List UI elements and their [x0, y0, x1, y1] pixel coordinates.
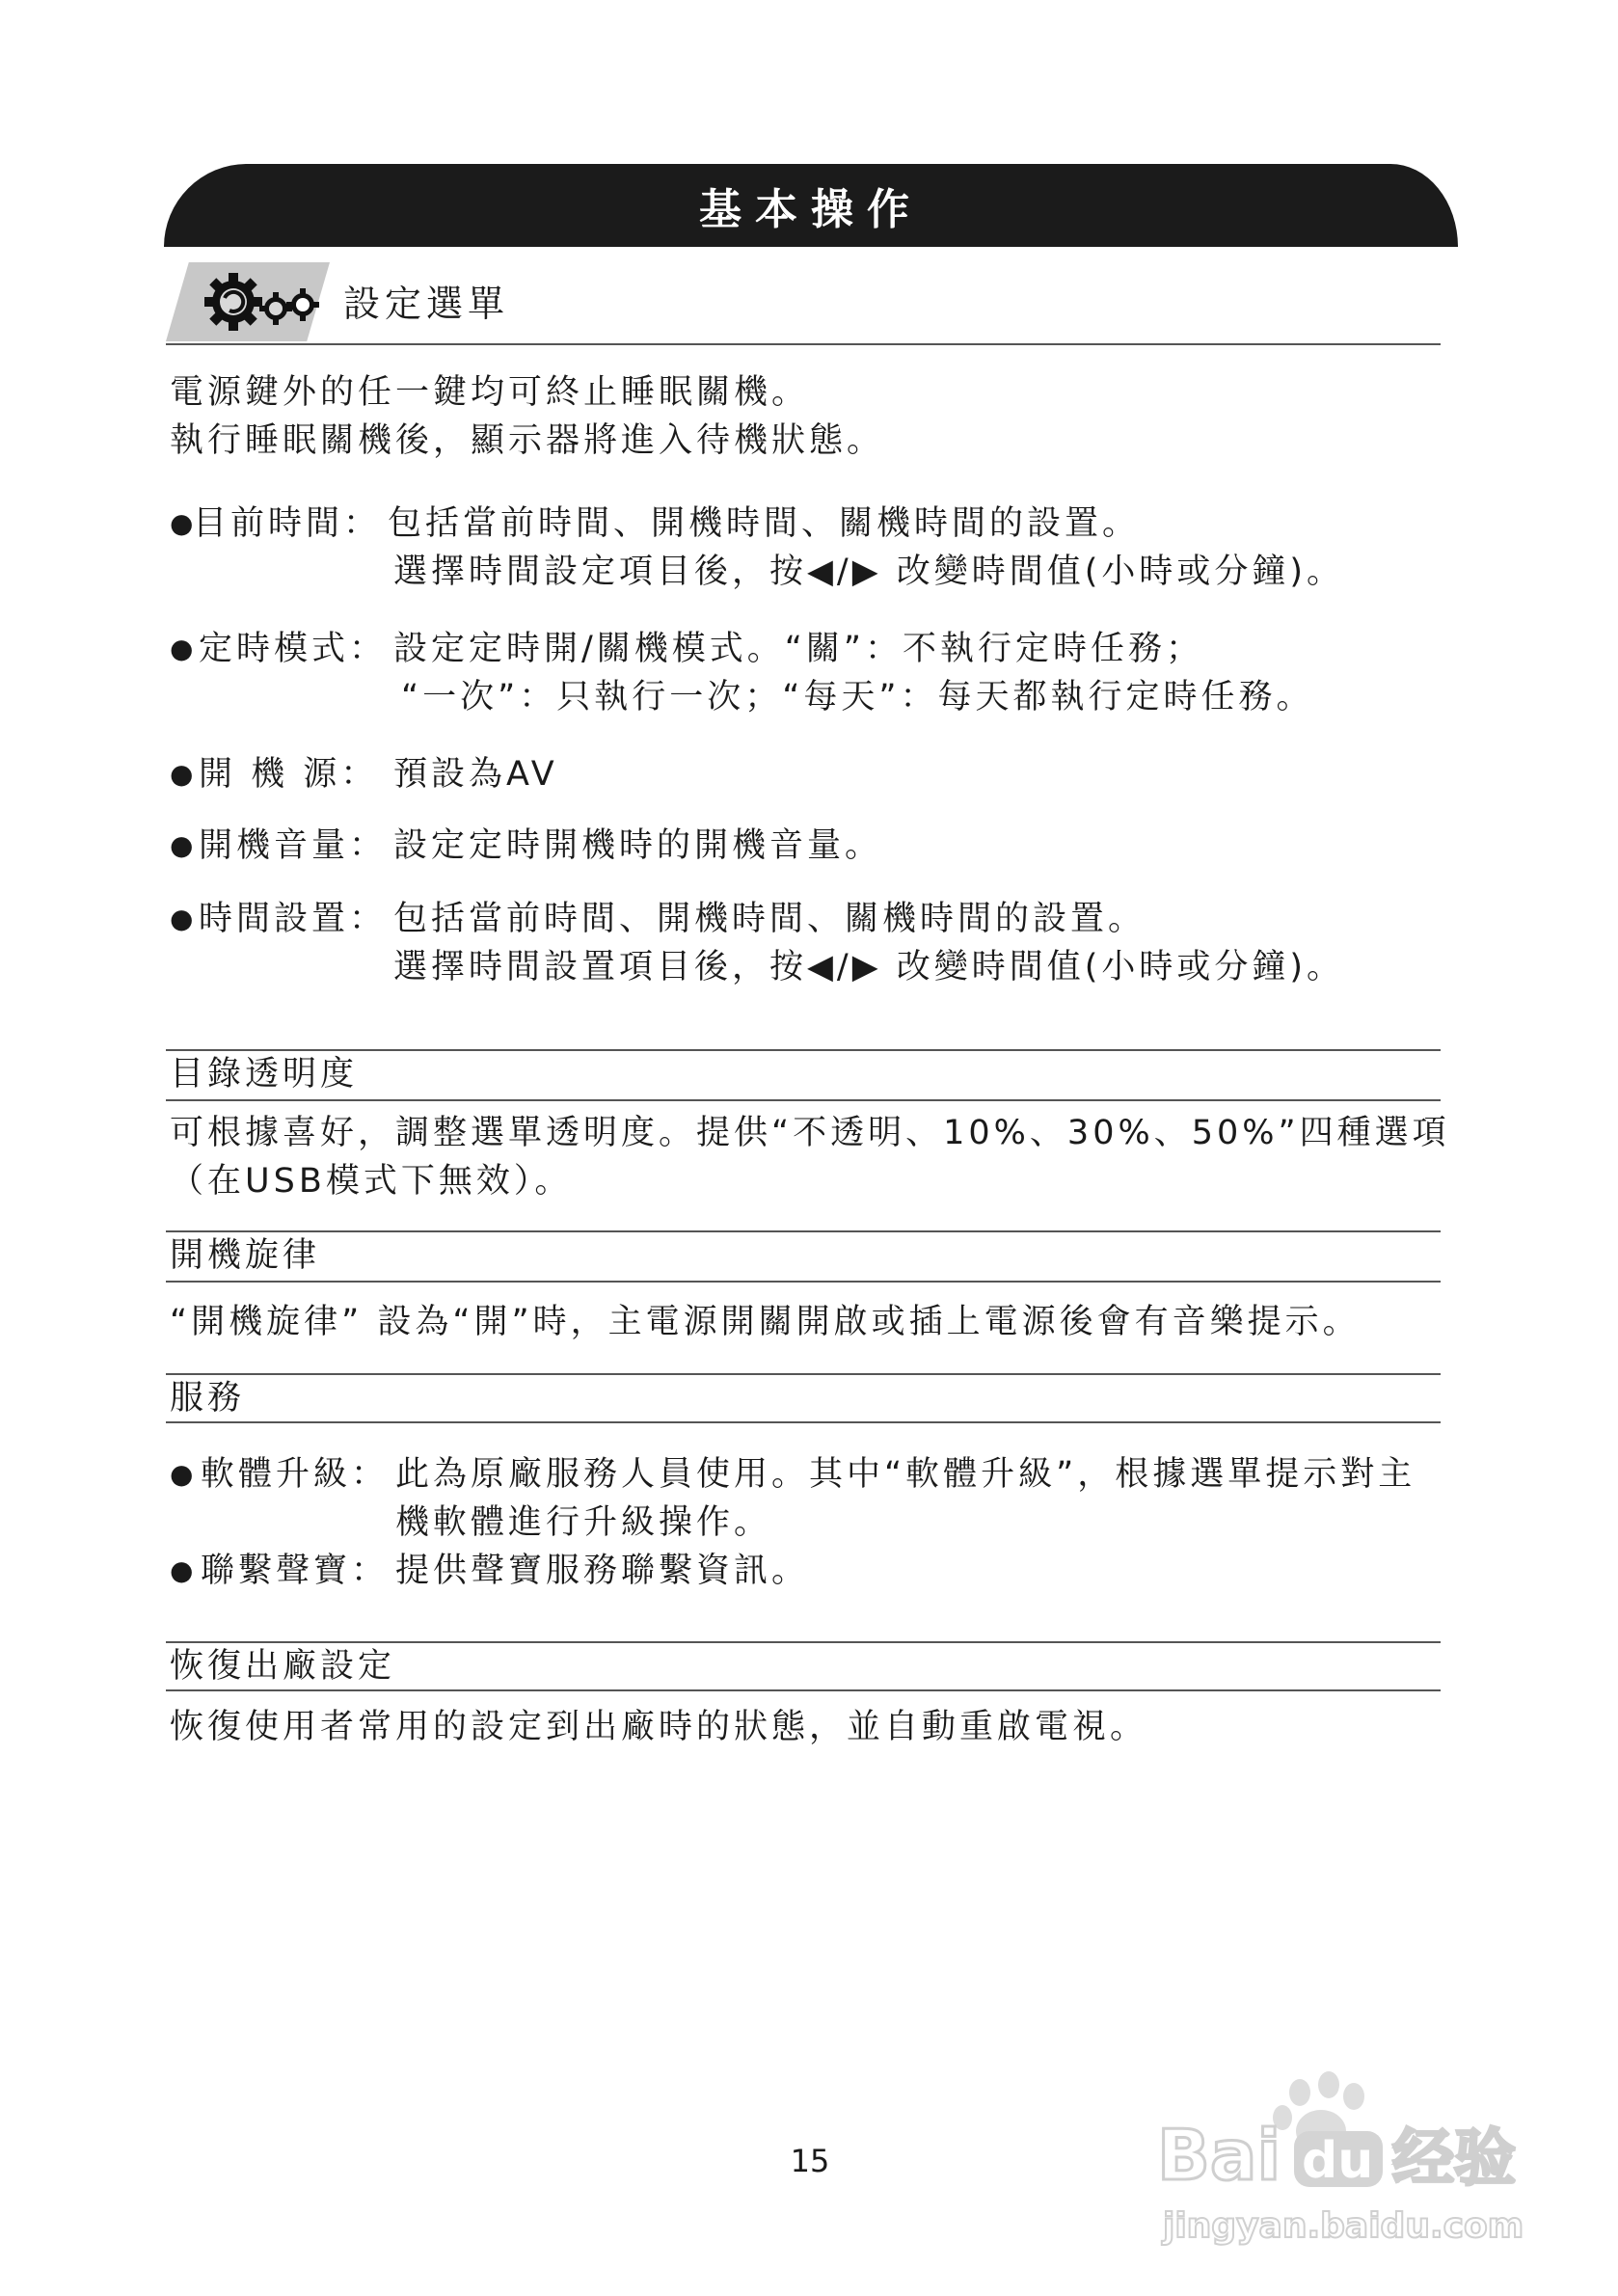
svg-text:经验: 经验	[1392, 2123, 1516, 2195]
svg-text:du: du	[1302, 2132, 1374, 2190]
transparency-line-1: 可根據喜好，調整選單透明度。提供“不透明、10%、30%、50%”四種選項	[170, 1114, 1450, 1152]
item-label-timer-mode: 定時模式：	[199, 630, 388, 668]
divider	[166, 1281, 1441, 1283]
heading-factory-reset: 恢復出廠設定	[170, 1647, 396, 1686]
item-text: 提供聲寶服務聯繫資訊。	[395, 1552, 810, 1590]
transparency-line-2: （在USB模式下無效）。	[170, 1162, 573, 1201]
heading-service: 服務	[170, 1379, 246, 1418]
chapter-banner	[164, 164, 1458, 247]
page-number: 15	[790, 2143, 830, 2179]
section-title: 設定選單	[343, 283, 510, 325]
item-label-current-time: 目前時間：	[193, 504, 382, 543]
intro-line-1: 電源鍵外的任一鍵均可終止睡眠關機。	[170, 373, 810, 412]
item-text: 設定定時開/關機模式。“關”：不執行定時任務；	[393, 630, 1204, 668]
bullet-icon: ●	[170, 633, 194, 664]
item-text: 包括當前時間、開機時間、關機時間的設置。	[388, 504, 1141, 543]
heading-transparency: 目錄透明度	[170, 1055, 359, 1094]
item-label-software-upgrade: 軟體升級：	[201, 1455, 390, 1494]
chapter-title: 基本操作	[699, 185, 923, 234]
item-label-contact: 聯繫聲寶：	[201, 1552, 390, 1590]
divider	[166, 1099, 1441, 1101]
item-label-power-source: 開 機 源：	[199, 755, 379, 794]
section-divider	[166, 343, 1441, 345]
item-text: 預設為AV	[393, 755, 558, 794]
item-label-time-settings: 時間設置：	[199, 900, 388, 938]
svg-text:Bai: Bai	[1157, 2115, 1281, 2196]
item-text: 機軟體進行升級操作。	[395, 1503, 772, 1542]
bullet-icon: ●	[170, 829, 194, 861]
intro-line-2: 執行睡眠關機後，顯示器將進入待機狀態。	[170, 421, 885, 460]
bullet-icon: ●	[170, 758, 194, 790]
baidu-watermark-logo	[1157, 2071, 1543, 2264]
divider	[166, 1373, 1441, 1375]
divider	[166, 1689, 1441, 1691]
item-text: 設定定時開機時的開機音量。	[393, 826, 883, 865]
bullet-icon: ●	[170, 903, 194, 934]
heading-melody: 開機旋律	[170, 1236, 321, 1275]
gear-icon	[193, 260, 328, 343]
item-text: 選擇時間設定項目後，按◀/▶ 改變時間值(小時或分鐘)。	[393, 553, 1345, 591]
bullet-icon: ●	[170, 1554, 194, 1586]
factory-line: 恢復使用者常用的設定到出廠時的狀態，並自動重啟電視。	[170, 1708, 1148, 1746]
item-label-power-volume: 開機音量：	[199, 826, 388, 865]
bullet-icon: ●	[170, 1458, 194, 1490]
item-text: 包括當前時間、開機時間、關機時間的設置。	[393, 900, 1146, 938]
divider	[166, 1421, 1441, 1423]
item-text: 此為原廠服務人員使用。其中“軟體升級”，根據選單提示對主	[395, 1455, 1416, 1494]
item-text: “一次”：只執行一次；“每天”：每天都執行定時任務。	[401, 678, 1314, 716]
divider	[166, 1230, 1441, 1232]
item-text: 選擇時間設置項目後，按◀/▶ 改變時間值(小時或分鐘)。	[393, 948, 1345, 986]
melody-line: “開機旋律” 設為“開”時，主電源開關開啟或插上電源後會有音樂提示。	[170, 1303, 1361, 1341]
bullet-icon: ●	[170, 507, 194, 539]
svg-text:jingyan.baidu.com: jingyan.baidu.com	[1163, 2206, 1524, 2246]
